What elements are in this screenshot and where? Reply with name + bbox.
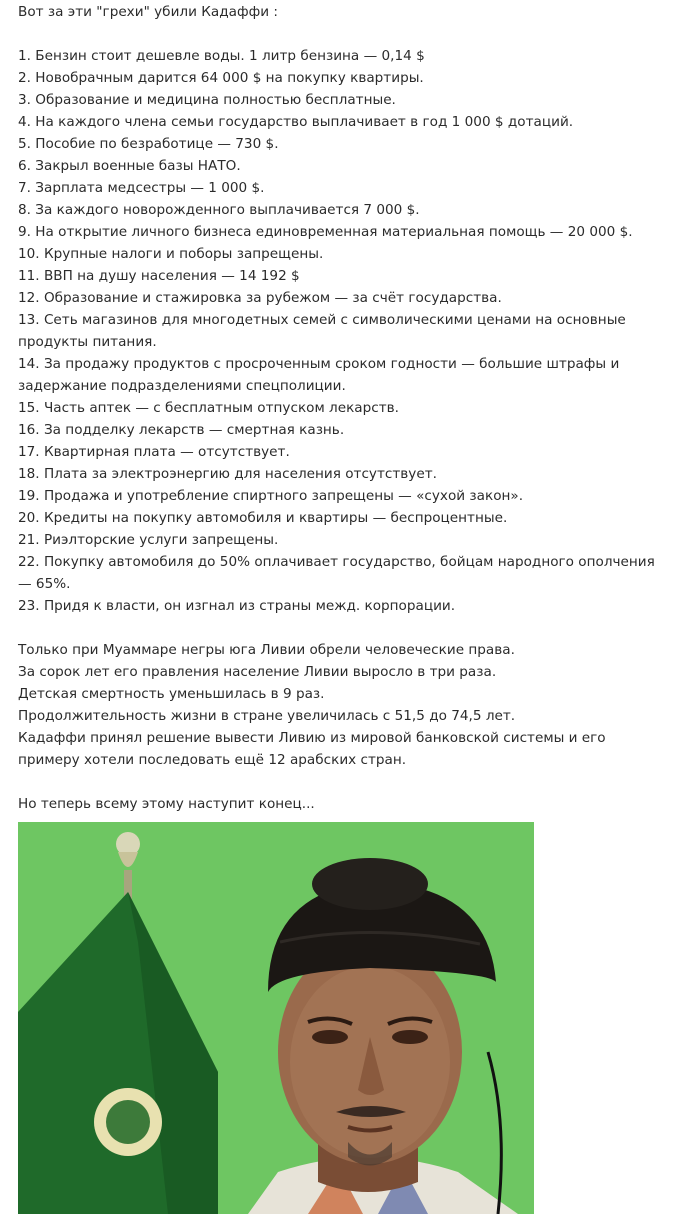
list-item: 1. Бензин стоит дешевле воды. 1 литр бензина — 0,14 $ [18,48,425,64]
list-item: 4. На каждого члена семьи государство выплачивает в год 1 000 $ дотаций. [18,114,574,130]
spacer [18,23,668,45]
fact-line: Только при Муаммаре негры юга Ливии обрели человеческие права. [18,642,515,658]
list-item: 20. Кредиты на покупку автомобиля и квартиры — беспроцентные. [18,510,508,526]
list-item: 7. Зарплата медсестры — 1 000 $. [18,180,265,196]
list-item: 12. Образование и стажировка за рубежом — за счёт государства. [18,290,502,306]
intro-text: Вот за эти "грехи" убили Кадаффи : [18,4,278,20]
fact-line: Детская смертность уменьшилась в 9 раз. [18,686,325,702]
fact-line: За сорок лет его правления население Ливии выросло в три раза. [18,664,497,680]
list-item: 11. ВВП на душу населения — 14 192 $ [18,268,300,284]
list-item: 23. Придя к власти, он изгнал из страны межд. корпорации. [18,598,456,614]
list-item: 13. Сеть магазинов для многодетных семей с символическими ценами на основные продукты питания. [18,312,626,350]
fact-line: Кадаффи принял решение вывести Ливию из мировой банковской системы и его примеру хотели последовать ещё 12 арабских стран. [18,730,606,768]
list-item: 9. На открытие личного бизнеса единовременная материальная помощь — 20 000 $. [18,224,633,240]
post-body [18,1,668,815]
list-item: 8. За каждого новорожденного выплачивается 7 000 $. [18,202,420,218]
spacer [18,771,668,793]
fact-line: Продолжительность жизни в стране увеличилась с 51,5 до 74,5 лет. [18,708,516,724]
closing-text: Но теперь всему этому наступит конец... [18,796,315,812]
list-item: 15. Часть аптек — с бесплатным отпуском лекарств. [18,400,399,416]
portrait-illustration [18,822,534,1214]
list-item: 2. Новобрачным дарится 64 000 $ на покупку квартиры. [18,70,424,86]
list-item: 6. Закрыл военные базы НАТО. [18,158,241,174]
list-item: 14. За продажу продуктов с просроченным сроком годности — большие штрафы и задержание подразделениями спецполиции. [18,356,620,394]
list-item: 18. Плата за электроэнергию для населения отсутствует. [18,466,437,482]
list-item: 19. Продажа и употребление спиртного запрещены — «сухой закон». [18,488,524,504]
list-item: 17. Квартирная плата — отсутствует. [18,444,290,460]
list-item: 5. Пособие по безработице — 730 $. [18,136,279,152]
sins-list [18,45,668,617]
list-item: 21. Риэлторские услуги запрещены. [18,532,279,548]
portrait-photo [18,822,534,1214]
list-item: 3. Образование и медицина полностью бесплатные. [18,92,396,108]
list-item: 10. Крупные налоги и поборы запрещены. [18,246,324,262]
spacer [18,617,668,639]
list-item: 22. Покупку автомобиля до 50% оплачивает государство, бойцам народного ополчения — 65%. [18,554,655,592]
list-item: 16. За подделку лекарств — смертная казнь. [18,422,345,438]
